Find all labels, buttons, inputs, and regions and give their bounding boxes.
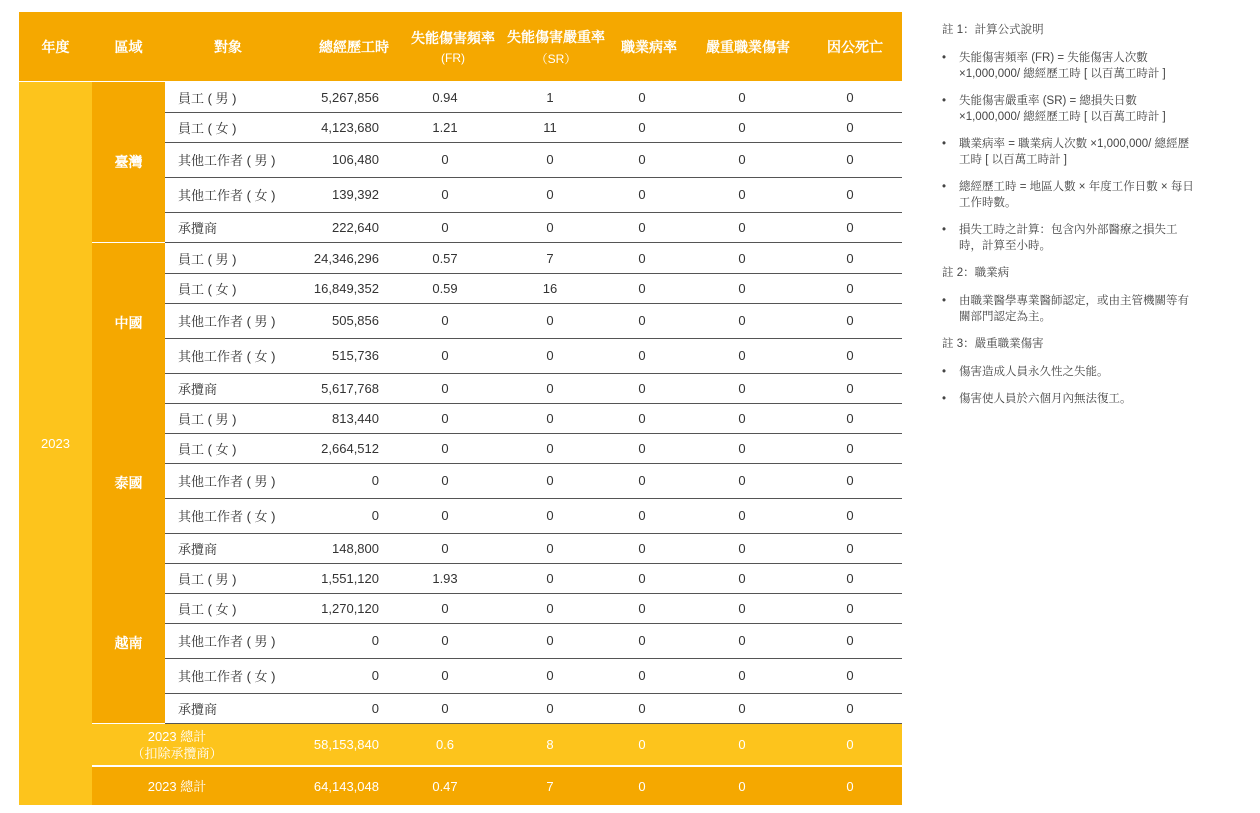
cell-target: 承攬商: [178, 541, 218, 557]
cell-death: 0: [846, 313, 854, 328]
note-item: [942, 391, 1200, 407]
cell-death: 0: [846, 380, 854, 396]
total-death: 0: [846, 737, 854, 752]
header-death-label: 因公死亡: [827, 38, 883, 55]
bullet-icon: •: [942, 95, 947, 107]
cell-target: 員工 ( 男 ): [178, 90, 237, 106]
header-sr-sub: （SR）: [535, 51, 577, 66]
cell-hours: 1,270,120: [321, 600, 379, 616]
bullet-icon: •: [942, 52, 947, 64]
cell-hours: 1,551,120: [321, 570, 379, 586]
cell-hours: 0: [371, 508, 379, 523]
cell-death: 0: [846, 668, 854, 683]
cell-od: 0: [638, 410, 646, 426]
cell-severe: 0: [738, 89, 746, 105]
cell-hours: 24,346,296: [313, 250, 379, 266]
cell-target: 員工 ( 男 ): [178, 251, 237, 267]
cell-od: 0: [638, 348, 646, 363]
total-severe: 0: [738, 737, 746, 752]
total-sr: 8: [546, 737, 554, 752]
note-text: 傷害使人員於六個月內無法復工。: [959, 393, 1132, 405]
cell-severe: 0: [738, 540, 746, 556]
total-label-line2: （扣除承攬商）: [131, 745, 223, 761]
region-taiwan: [92, 82, 165, 242]
cell-sr: 1: [546, 89, 554, 105]
note-item: [942, 50, 1200, 82]
notes-panel: [942, 22, 1200, 418]
cell-fr: 0: [441, 410, 449, 426]
cell-death: 0: [846, 187, 854, 202]
note-item: [942, 364, 1200, 380]
cell-od: 0: [638, 473, 646, 488]
note-item: [942, 179, 1200, 211]
note-item: [942, 93, 1200, 125]
header-region: [92, 12, 165, 81]
cell-hours: 2,664,512: [321, 440, 379, 456]
cell-fr: 0: [441, 508, 449, 523]
cell-od: 0: [638, 313, 646, 328]
cell-fr: 0: [441, 152, 449, 167]
cell-target: 員工 ( 女 ): [178, 281, 237, 297]
cell-death: 0: [846, 152, 854, 167]
cell-severe: 0: [738, 570, 746, 586]
note-text: 失能傷害嚴重率 (SR) = 總損失日數 ×1,000,000/ 總經歷工時 [ 以百萬工時計 ]: [959, 95, 1166, 123]
cell-fr: 0: [441, 700, 449, 716]
cell-sr: 0: [546, 440, 554, 456]
cell-death: 0: [846, 600, 854, 616]
cell-death: 0: [846, 119, 854, 135]
cell-od: 0: [638, 600, 646, 616]
table-row: [165, 338, 902, 374]
cell-hours: 139,392: [332, 187, 379, 202]
total-od: 0: [638, 737, 646, 752]
cell-sr: 0: [546, 508, 554, 523]
cell-od: 0: [638, 440, 646, 456]
table-row: [165, 658, 902, 694]
cell-severe: 0: [738, 280, 746, 296]
cell-fr: 0: [441, 473, 449, 488]
cell-death: 0: [846, 410, 854, 426]
cell-fr: 0: [441, 187, 449, 202]
cell-fr: 0.59: [432, 280, 458, 296]
header-target: [169, 12, 287, 81]
table-row: [165, 433, 902, 464]
cell-severe: 0: [738, 508, 746, 523]
bullet-icon: •: [942, 295, 947, 307]
cell-sr: 0: [546, 633, 554, 648]
cell-sr: 0: [546, 152, 554, 167]
cell-sr: 0: [546, 313, 554, 328]
year-cell: [19, 82, 92, 805]
cell-hours: 106,480: [332, 152, 379, 167]
note-item: [942, 136, 1200, 168]
bullet-icon: •: [942, 181, 947, 193]
total-row-excluding-contractors: [92, 724, 902, 765]
cell-fr: 0: [441, 440, 449, 456]
cell-target: 其他工作者 ( 男 ): [178, 314, 276, 329]
cell-hours: 222,640: [332, 219, 379, 235]
header-target-label: 對象: [214, 38, 242, 55]
note-text: 傷害造成人員永久性之失能。: [959, 366, 1109, 378]
bullet-icon: •: [942, 138, 947, 150]
header-hours-label: 總經歷工時: [319, 38, 389, 55]
note-text: 損失工時之計算：包含內外部醫療之損失工時，計算至小時。: [959, 224, 1178, 252]
cell-hours: 515,736: [332, 348, 379, 363]
cell-fr: 0.94: [432, 89, 458, 105]
cell-death: 0: [846, 700, 854, 716]
cell-target: 其他工作者 ( 男 ): [178, 634, 276, 649]
cell-fr: 0: [441, 380, 449, 396]
header-severe-label: 嚴重職業傷害: [706, 38, 790, 55]
note-text: 由職業醫學專業醫師認定，或由主管機關等有關部門認定為主。: [959, 295, 1189, 323]
region-thailand: [92, 403, 165, 563]
cell-hours: 148,800: [332, 540, 379, 556]
table-row: [165, 563, 902, 594]
cell-death: 0: [846, 473, 854, 488]
table-row: [165, 593, 902, 624]
cell-death: 0: [846, 570, 854, 586]
note-text: 失能傷害頻率 (FR) = 失能傷害人次數 ×1,000,000/ 總經歷工時 [ 以百萬工時計 ]: [959, 52, 1166, 80]
cell-fr: 0.57: [432, 250, 458, 266]
cell-hours: 5,267,856: [321, 89, 379, 105]
total-label-line1: 2023 總計: [147, 778, 207, 794]
table-row: [165, 498, 902, 534]
cell-death: 0: [846, 508, 854, 523]
cell-severe: 0: [738, 380, 746, 396]
table-row: [165, 212, 902, 243]
cell-fr: 0: [441, 313, 449, 328]
cell-target: 其他工作者 ( 男 ): [178, 474, 276, 489]
total-sr: 7: [546, 778, 554, 794]
cell-sr: 0: [546, 473, 554, 488]
cell-severe: 0: [738, 152, 746, 167]
cell-severe: 0: [738, 633, 746, 648]
cell-hours: 0: [371, 668, 379, 683]
cell-target: 承攬商: [178, 220, 218, 236]
cell-fr: 0: [441, 348, 449, 363]
table-row: [165, 463, 902, 499]
note-title: 註 2：職業病: [942, 267, 1010, 279]
header-hours: [299, 12, 409, 81]
header-sr: [503, 12, 609, 81]
cell-sr: 0: [546, 540, 554, 556]
table-row: [165, 243, 902, 274]
table-row: [165, 177, 902, 213]
table-header: [19, 12, 902, 81]
table-row: [165, 533, 902, 564]
cell-od: 0: [638, 570, 646, 586]
cell-death: 0: [846, 89, 854, 105]
cell-sr: 0: [546, 600, 554, 616]
cell-death: 0: [846, 540, 854, 556]
cell-target: 員工 ( 男 ): [178, 571, 237, 587]
cell-fr: 1.21: [432, 119, 458, 135]
cell-target: 承攬商: [178, 701, 218, 717]
cell-target: 員工 ( 女 ): [178, 120, 237, 136]
total-death: 0: [846, 778, 854, 794]
table-row: [165, 142, 902, 178]
cell-target: 承攬商: [178, 381, 218, 397]
cell-sr: 0: [546, 348, 554, 363]
total-row: [92, 767, 902, 805]
cell-hours: 16,849,352: [313, 280, 379, 296]
bullet-icon: •: [942, 366, 947, 378]
region-label: 泰國: [114, 475, 143, 491]
cell-severe: 0: [738, 119, 746, 135]
cell-severe: 0: [738, 473, 746, 488]
total-od: 0: [638, 778, 646, 794]
note-title: 註 3：嚴重職業傷害: [942, 338, 1044, 350]
total-fr: 0.6: [435, 737, 455, 752]
cell-severe: 0: [738, 440, 746, 456]
cell-fr: 1.93: [432, 570, 458, 586]
note-title: 註 1：計算公式說明: [942, 24, 1044, 36]
cell-severe: 0: [738, 600, 746, 616]
cell-fr: 0: [441, 668, 449, 683]
total-hours: 64,143,048: [313, 778, 379, 794]
cell-od: 0: [638, 668, 646, 683]
table-row: [165, 693, 902, 724]
cell-od: 0: [638, 508, 646, 523]
cell-hours: 0: [371, 700, 379, 716]
header-year-label: 年度: [41, 38, 70, 55]
cell-severe: 0: [738, 668, 746, 683]
header-year: [19, 12, 92, 81]
region-china: [92, 243, 165, 403]
cell-od: 0: [638, 700, 646, 716]
cell-od: 0: [638, 633, 646, 648]
cell-sr: 7: [546, 250, 554, 266]
total-hours: 58,153,840: [313, 737, 379, 752]
table-row: [165, 373, 902, 404]
cell-severe: 0: [738, 219, 746, 235]
cell-od: 0: [638, 89, 646, 105]
cell-fr: 0: [441, 600, 449, 616]
table-row: [165, 303, 902, 339]
note-item: [942, 293, 1200, 325]
note-text: 職業病率 = 職業病人次數 ×1,000,000/ 總經歷工時 [ 以百萬工時計 ]: [959, 138, 1190, 166]
cell-target: 員工 ( 女 ): [178, 601, 237, 617]
cell-sr: 0: [546, 668, 554, 683]
header-fr-sub: (FR): [441, 51, 465, 65]
cell-sr: 16: [542, 280, 558, 296]
cell-severe: 0: [738, 313, 746, 328]
cell-fr: 0: [441, 633, 449, 648]
cell-sr: 0: [546, 187, 554, 202]
table-row: [165, 273, 902, 304]
cell-od: 0: [638, 187, 646, 202]
cell-death: 0: [846, 250, 854, 266]
cell-death: 0: [846, 633, 854, 648]
cell-death: 0: [846, 280, 854, 296]
header-od-label: 職業病率: [621, 38, 677, 55]
cell-death: 0: [846, 348, 854, 363]
cell-severe: 0: [738, 348, 746, 363]
cell-fr: 0: [441, 219, 449, 235]
cell-target: 其他工作者 ( 女 ): [178, 188, 276, 203]
region-label: 臺灣: [114, 154, 143, 170]
cell-sr: 0: [546, 380, 554, 396]
note-item: [942, 222, 1200, 254]
cell-severe: 0: [738, 250, 746, 266]
cell-target: 其他工作者 ( 女 ): [178, 669, 276, 684]
cell-severe: 0: [738, 700, 746, 716]
total-fr: 0.47: [432, 778, 458, 794]
header-fr: [407, 12, 499, 81]
cell-sr: 0: [546, 410, 554, 426]
cell-sr: 0: [546, 219, 554, 235]
cell-od: 0: [638, 119, 646, 135]
cell-od: 0: [638, 219, 646, 235]
cell-death: 0: [846, 219, 854, 235]
header-severe: [695, 12, 801, 81]
cell-sr: 0: [546, 570, 554, 586]
cell-hours: 4,123,680: [321, 119, 379, 135]
region-label: 中國: [114, 315, 143, 331]
cell-sr: 11: [543, 119, 557, 135]
region-vietnam: [92, 563, 165, 723]
note-text: 總經歷工時 = 地區人數 × 年度工作日數 × 每日工作時數。: [959, 181, 1194, 209]
cell-hours: 0: [371, 473, 379, 488]
cell-od: 0: [638, 540, 646, 556]
header-sr-label: 失能傷害嚴重率: [507, 28, 605, 45]
cell-hours: 0: [371, 633, 379, 648]
cell-severe: 0: [738, 410, 746, 426]
cell-od: 0: [638, 280, 646, 296]
header-region-label: 區域: [114, 38, 143, 55]
cell-target: 其他工作者 ( 女 ): [178, 509, 276, 524]
bullet-icon: •: [942, 224, 947, 236]
cell-hours: 505,856: [332, 313, 379, 328]
cell-target: 員工 ( 女 ): [178, 441, 237, 457]
cell-od: 0: [638, 152, 646, 167]
region-label: 越南: [114, 635, 143, 651]
cell-od: 0: [638, 250, 646, 266]
header-fr-label: 失能傷害頻率: [411, 30, 495, 46]
table-row: [165, 403, 902, 434]
table-row: [165, 623, 902, 659]
cell-target: 其他工作者 ( 男 ): [178, 153, 276, 168]
table-row: [165, 112, 902, 143]
cell-od: 0: [638, 380, 646, 396]
header-od: [604, 12, 694, 81]
cell-target: 員工 ( 男 ): [178, 411, 237, 427]
bullet-icon: •: [942, 393, 947, 405]
total-label-line1: 2023 總計: [147, 728, 207, 744]
total-severe: 0: [738, 778, 746, 794]
year-label: 2023: [41, 436, 70, 451]
cell-hours: 5,617,768: [321, 380, 379, 396]
cell-sr: 0: [546, 700, 554, 716]
header-death: [809, 12, 901, 81]
cell-severe: 0: [738, 187, 746, 202]
cell-target: 其他工作者 ( 女 ): [178, 349, 276, 364]
table-row: [165, 82, 902, 113]
cell-hours: 813,440: [332, 410, 379, 426]
cell-fr: 0: [441, 540, 449, 556]
cell-death: 0: [846, 440, 854, 456]
